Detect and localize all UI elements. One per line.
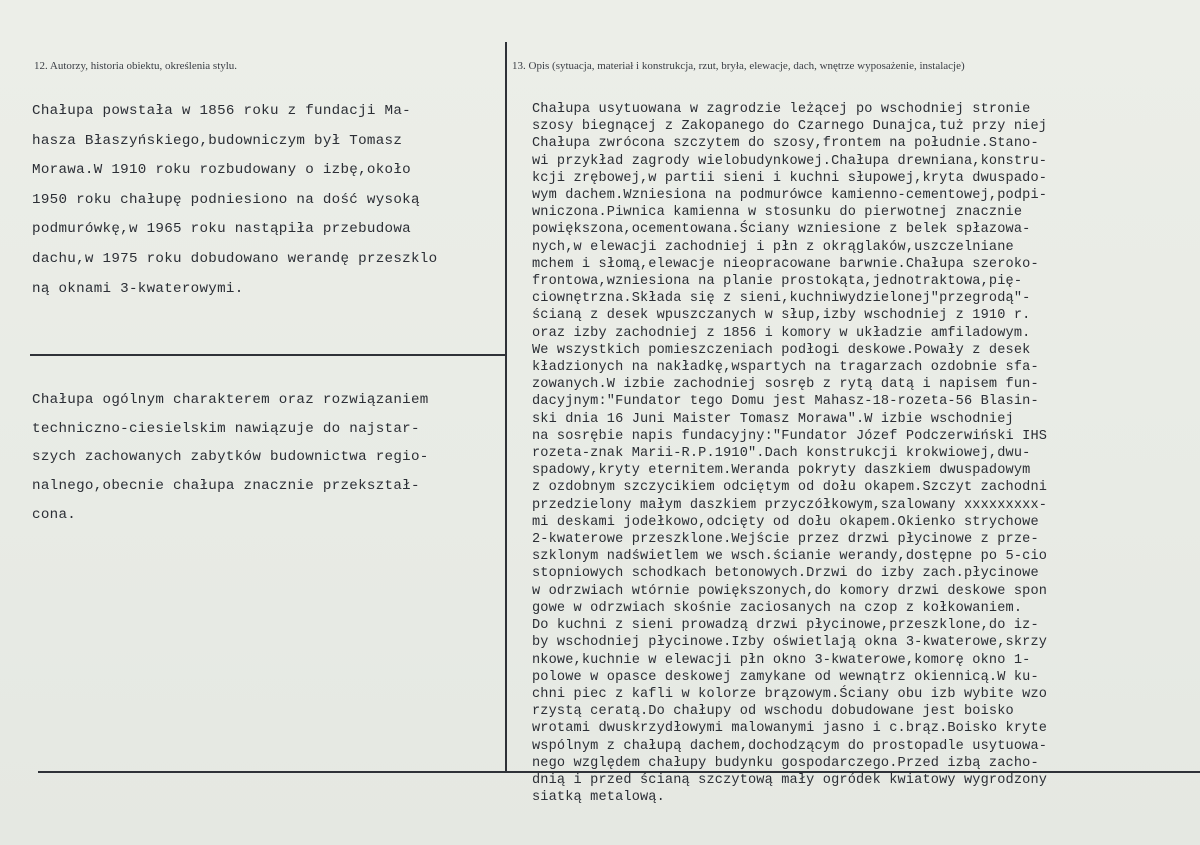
description-line: Chałupa zwrócona szczytem do szosy,frontem na południe.Stano- bbox=[532, 136, 1039, 152]
description-line: mi deskami jodełkowo,odcięty od dołu okapem.Okienko strychowe bbox=[532, 514, 1039, 530]
description-line: wym dachem.Wzniesiona na podmurówce kamienno-cementowej,podpi- bbox=[532, 188, 1048, 204]
description-line: szklonym nadświetlem we wsch.ścianie werandy,dostępne po 5-cio bbox=[532, 549, 1048, 565]
section-13-header: 13. Opis (sytuacja, materiał i konstrukcja, rzut, bryła, elewacje, dach, wnętrze wyposażenie, instalacje) bbox=[512, 60, 965, 72]
style-line: Chałupa ogólnym charakterem oraz rozwiązaniem bbox=[32, 392, 429, 408]
description-line: ścianą z desek wpuszczanych w słup,izby wschodniej z 1910 r. bbox=[532, 308, 1031, 324]
section-12-header: 12. Autorzy, historia obiektu, określenia stylu. bbox=[34, 60, 238, 72]
description-line: szosy biegnącej z Zakopanego do Czarnego Dunajca,tuż przy niej bbox=[532, 119, 1048, 135]
description-line: gowe w odrzwiach skośnie zaciosanych na czop z kołkowaniem. bbox=[532, 600, 1023, 616]
description-text bbox=[532, 101, 1047, 806]
left-section-divider bbox=[30, 354, 505, 356]
description-line: dnią i przed ścianą szczytową mały ogródek kwiatowy wygrodzony bbox=[532, 772, 1048, 788]
history-line: Chałupa powstała w 1856 roku z fundacji Ma- bbox=[32, 103, 411, 119]
style-line: cona. bbox=[32, 506, 77, 523]
description-line: Chałupa usytuowana w zagrodzie leżącej po wschodniej stronie bbox=[532, 102, 1031, 117]
description-line: z ozdobnym szczycikiem odciętym od dołu okapem.Szczyt zachodni bbox=[532, 480, 1048, 496]
description-line: wniczona.Piwnica kamienna w stosunku do pierwotnej znacznie bbox=[532, 205, 1023, 221]
description-line: chni piec z kafli w kolorze brązowym.Ściany obu izb wybite wzo bbox=[532, 686, 1048, 702]
description-line: Do kuchni z sieni prowadzą drzwi płycinowe,przeszklone,do iz- bbox=[532, 618, 1039, 634]
description-line: siatką metalową. bbox=[532, 790, 665, 806]
description-line: by wschodniej płycinowe.Izby oświetlają okna 3-kwaterowe,skrzy bbox=[532, 635, 1048, 651]
description-line: nego względem chałupy budynku gospodarczego.Przed izbą zacho- bbox=[532, 755, 1039, 771]
history-line: podmurówkę,w 1965 roku nastąpiła przebudowa bbox=[32, 221, 411, 238]
description-line: wrotami dwuskrzydłowymi malowanymi jasno i c.brąz.Boisko kryte bbox=[532, 721, 1048, 737]
style-line: szych zachowanych zabytków budownictwa regio- bbox=[32, 449, 429, 466]
description-line: 2-kwaterowe przeszklone.Wejście przez drzwi płycinowe z prze- bbox=[532, 532, 1039, 548]
history-line: dachu,w 1975 roku dobudowano werandę przeszklo bbox=[32, 250, 438, 267]
description-line: We wszystkich pomieszczeniach podłogi deskowe.Powały z desek bbox=[532, 342, 1031, 358]
column-divider bbox=[505, 42, 507, 772]
description-line: kcji zrębowej,w partii sieni i kuchni słupowej,kryta dwuspado- bbox=[532, 170, 1048, 186]
description-line: ciownętrzna.Składa się z sieni,kuchniwydzielonej"przegrodą"- bbox=[532, 291, 1031, 307]
description-line: nych,w elewacji zachodniej i płn z okrąglaków,uszczelniane bbox=[532, 239, 1014, 255]
description-line: oraz izby zachodniej z 1856 i komory w układzie amfiladowym. bbox=[532, 325, 1031, 341]
description-line: dacyjnym:"Fundator tego Domu jest Mahasz-18-rozeta-56 Blasin- bbox=[532, 394, 1039, 410]
description-line: przedzielony małym daszkiem przyczółkowym,szalowany xxxxxxxxx- bbox=[532, 497, 1048, 513]
description-line: w odrzwiach wtórnie powiększonych,do komory drzwi deskowe spon bbox=[532, 583, 1048, 599]
description-line: polowe w opasce deskowej zamykane od wewnątrz okiennicą.W ku- bbox=[532, 669, 1039, 685]
description-line: ski dnia 16 Juni Maister Tomasz Morawa".W izbie wschodniej bbox=[532, 411, 1014, 427]
history-line: ną oknami 3-kwaterowymi. bbox=[32, 280, 244, 297]
style-text bbox=[32, 386, 429, 530]
description-line: na sosrębie napis fundacyjny:"Fundator Józef Podczerwiński IHS bbox=[532, 428, 1048, 444]
description-line: nkowe,kuchnie w elewacji płn okno 3-kwaterowe,komorę okno 1- bbox=[532, 652, 1031, 668]
description-line: spadowy,kryty eternitem.Weranda pokryty daszkiem dwuspadowym bbox=[532, 463, 1031, 479]
description-line: mchem i słomą,elewacje nieopracowane barwnie.Chałupa szeroko- bbox=[532, 256, 1039, 272]
history-text bbox=[32, 97, 437, 304]
description-line: rzystą ceratą.Do chałupy od wschodu dobudowane jest boisko bbox=[532, 704, 1014, 720]
description-line: frontowa,wzniesiona na planie prostokąta,jednotraktowa,pię- bbox=[532, 274, 1023, 290]
description-line: zowanych.W izbie zachodniej sosręb z rytą datą i napisem fun- bbox=[532, 377, 1039, 393]
style-line: nalnego,obecnie chałupa znacznie przekształ- bbox=[32, 478, 420, 495]
style-line: techniczno-ciesielskim nawiązuje do najstar- bbox=[32, 420, 420, 437]
description-line: stopniowych schodkach betonowych.Drzwi do izby zach.płycinowe bbox=[532, 566, 1039, 582]
history-line: hasza Błaszyńskiego,budowniczym był Tomasz bbox=[32, 132, 403, 149]
description-line: rozeta-znak Marii-R.P.1910".Dach konstrukcji krokwiowej,dwu- bbox=[532, 446, 1031, 462]
description-line: powiększona,ocementowana.Ściany wzniesione z belek spłazowa- bbox=[532, 222, 1031, 238]
description-line: wspólnym z chałupą dachem,dochodzącym do prostopadle usytuowa- bbox=[532, 738, 1048, 754]
history-line: Morawa.W 1910 roku rozbudowany o izbę,około bbox=[32, 162, 411, 179]
history-line: 1950 roku chałupę podniesiono na dość wysoką bbox=[32, 191, 420, 208]
description-line: kładzionych na nakładkę,wspartych na tragarzach ozdobnie sfa- bbox=[532, 360, 1039, 376]
description-line: wi przykład zagrody wielobudynkowej.Chałupa drewniana,konstru- bbox=[532, 153, 1048, 169]
